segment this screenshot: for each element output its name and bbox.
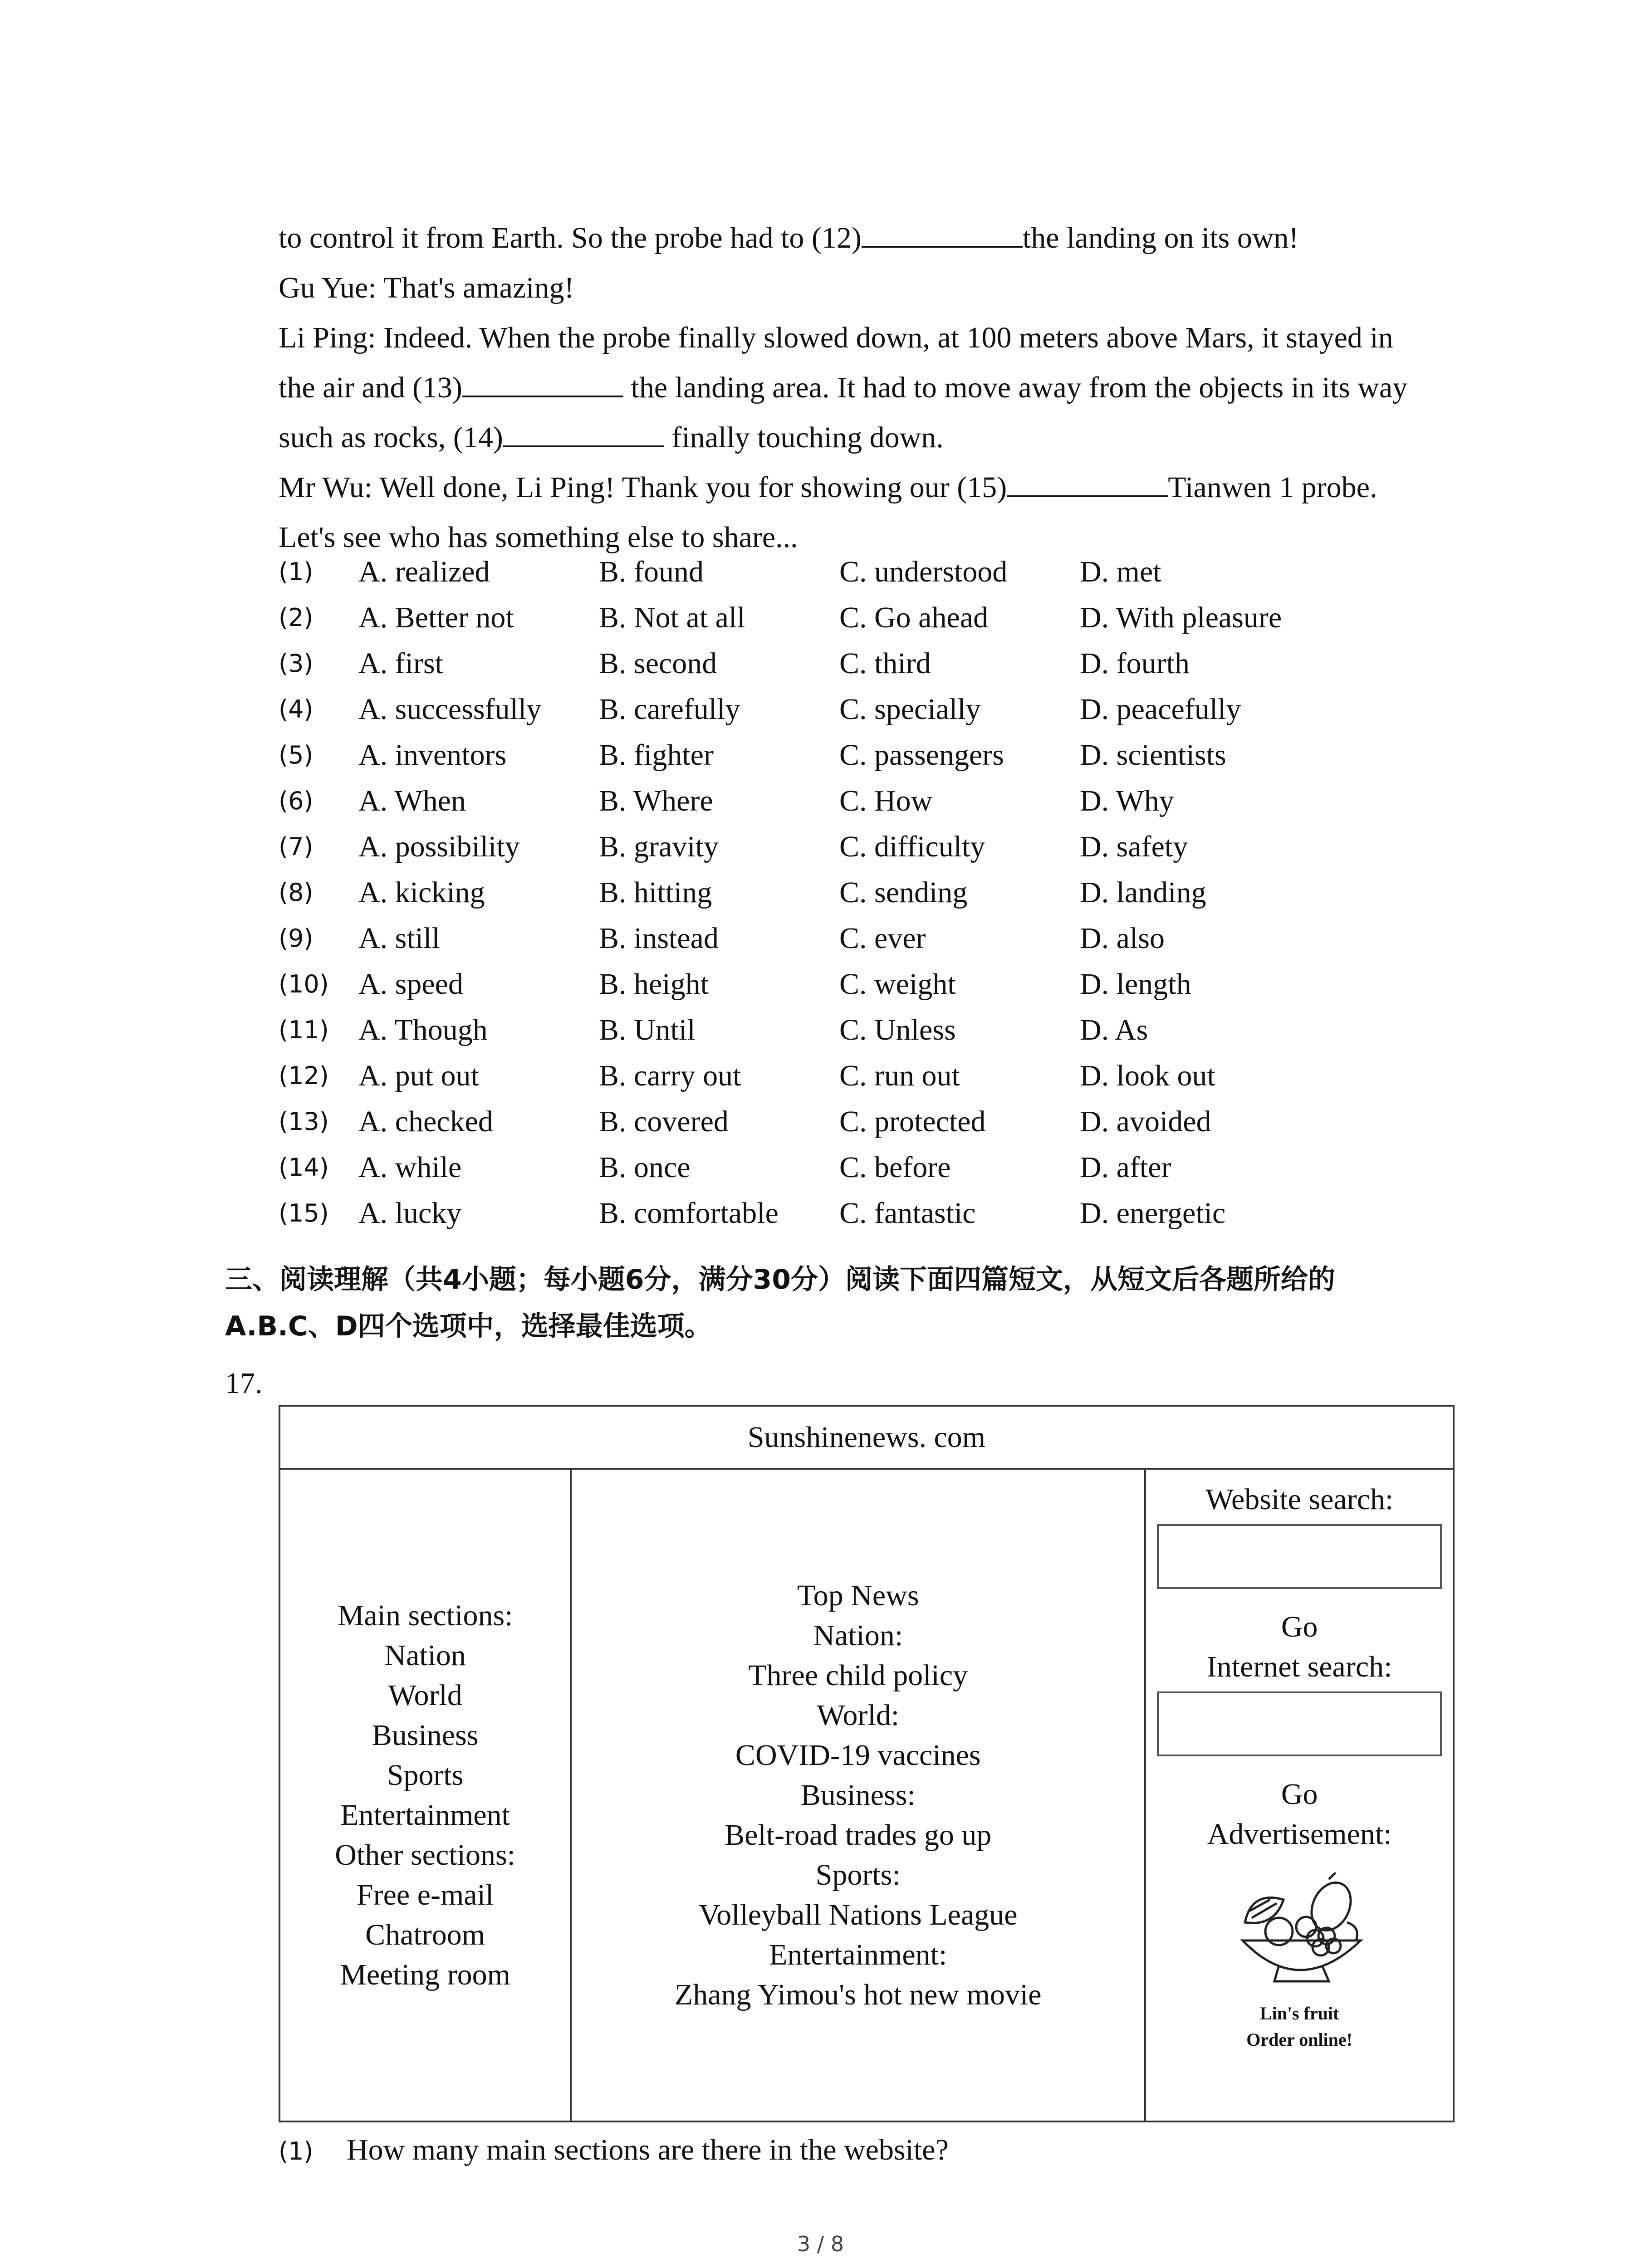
option-b[interactable]: B. Not at all [599, 601, 745, 634]
question-number: (1) [279, 2137, 314, 2165]
option-d[interactable]: D. after [1080, 1151, 1171, 1184]
option-b[interactable]: B. carefully [599, 693, 740, 726]
passage-text: to control it from Earth. So the probe had to (12) [279, 221, 862, 254]
answer-blank-14[interactable] [503, 418, 664, 447]
internet-search-label: Internet search: [1206, 1650, 1392, 1683]
option-b[interactable]: B. carry out [599, 1059, 741, 1092]
news-item: Business: [800, 1778, 916, 1812]
option-a[interactable]: A. first [358, 647, 443, 680]
option-a[interactable]: A. speed [358, 968, 463, 1001]
news-item: World: [817, 1698, 900, 1732]
option-c[interactable]: C. difficulty [839, 830, 985, 863]
answer-blank-12[interactable] [862, 219, 1023, 248]
passage-text: the landing area. It had to move away from the objects in its way [623, 371, 1408, 404]
ad-line-1: Lin's fruit [1259, 2003, 1339, 2024]
passage-text: finally touching down. [664, 421, 944, 454]
news-item: Volleyball Nations League [698, 1898, 1018, 1931]
option-d[interactable]: D. also [1080, 922, 1165, 955]
option-d[interactable]: D. energetic [1080, 1197, 1226, 1230]
option-a[interactable]: A. lucky [358, 1197, 462, 1230]
option-c[interactable]: C. ever [839, 922, 926, 955]
option-b[interactable]: B. once [599, 1151, 691, 1184]
passage-text: the air and (13) [279, 371, 462, 404]
passage-line [279, 213, 1458, 263]
passage-text: Mr Wu: Well done, Li Ping! Thank you for showing our (15) [279, 471, 1007, 504]
option-c[interactable]: C. protected [839, 1105, 986, 1138]
news-item: Entertainment: [769, 1938, 947, 1971]
option-a[interactable]: A. Better not [358, 601, 514, 634]
question-text: How many main sections are there in the website? [347, 2133, 949, 2166]
question-number: (9) [279, 924, 314, 953]
passage-line: Li Ping: Indeed. When the probe finally slowed down, at 100 meters above Mars, it stayed in [279, 321, 1393, 354]
option-c[interactable]: C. How [839, 784, 933, 817]
news-item: Nation: [813, 1618, 903, 1652]
internet-search-input[interactable] [1157, 1691, 1442, 1756]
option-c[interactable]: C. run out [839, 1059, 960, 1092]
option-a[interactable]: A. When [358, 784, 466, 817]
option-d[interactable]: D. peacefully [1080, 693, 1241, 726]
sections-item: Sports [387, 1758, 464, 1792]
option-c[interactable]: C. specially [839, 693, 981, 726]
go-button-internet[interactable]: Go [1281, 1778, 1318, 1811]
sections-item: Other sections: [335, 1838, 515, 1872]
sections-item: World [388, 1678, 462, 1712]
website-title: Sunshinenews. com [279, 1406, 1454, 1469]
question-number-17: 17. [225, 1367, 263, 1400]
question-number: (1) [279, 557, 314, 586]
option-b[interactable]: B. height [599, 968, 709, 1001]
news-item: Belt-road trades go up [725, 1818, 992, 1852]
option-a[interactable]: A. kicking [358, 876, 485, 909]
news-item: Sports: [815, 1858, 901, 1892]
passage-text: Tianwen 1 probe. [1168, 471, 1377, 504]
sections-item: Meeting room [340, 1958, 510, 1991]
passage-line [279, 363, 1458, 413]
sections-column [279, 1469, 571, 2121]
top-news-column [571, 1469, 1145, 2121]
option-b[interactable]: B. Where [599, 784, 713, 817]
section-heading-line: A.B.C、D四个选项中，选择最佳选项。 [225, 1310, 712, 1342]
option-a[interactable]: A. successfully [358, 693, 542, 726]
question-number: (11) [279, 1016, 329, 1044]
sections-item: Entertainment [340, 1798, 510, 1832]
news-item: Top News [797, 1579, 919, 1612]
option-b[interactable]: B. gravity [599, 830, 719, 863]
option-b[interactable]: B. found [599, 555, 704, 588]
question-number: (13) [279, 1107, 329, 1136]
option-d[interactable]: D. Why [1080, 784, 1174, 817]
advertisement-label: Advertisement: [1207, 1818, 1392, 1851]
sections-item: Business [372, 1718, 479, 1752]
question-number: (5) [279, 741, 314, 769]
question-number: (8) [279, 878, 314, 907]
option-c[interactable]: C. Go ahead [839, 601, 989, 634]
sections-item: Chatroom [365, 1918, 485, 1951]
option-c[interactable]: C. before [839, 1151, 951, 1184]
question-number: (15) [279, 1199, 329, 1227]
option-c[interactable]: C. Unless [839, 1013, 956, 1046]
ad-line-2[interactable]: Order online! [1246, 2029, 1352, 2050]
go-button-website[interactable]: Go [1281, 1610, 1318, 1643]
option-b[interactable]: B. covered [599, 1105, 729, 1138]
passage-line: Let's see who has something else to share... [279, 521, 798, 554]
question-number: (6) [279, 787, 314, 815]
answer-blank-13[interactable] [462, 368, 623, 397]
question-number: (2) [279, 603, 314, 632]
option-b[interactable]: B. comfortable [599, 1197, 779, 1230]
question-number: (12) [279, 1061, 329, 1090]
option-d[interactable]: D. safety [1080, 830, 1188, 863]
website-search-label: Website search: [1205, 1483, 1394, 1516]
sections-item: Free e-mail [356, 1878, 494, 1911]
option-a[interactable]: A. put out [358, 1059, 479, 1092]
option-d[interactable]: D. As [1080, 1013, 1148, 1046]
cloze-passage [279, 213, 1458, 562]
passage-line: Gu Yue: That's amazing! [279, 271, 574, 304]
option-d[interactable]: D. met [1080, 555, 1161, 588]
option-d[interactable]: D. look out [1080, 1059, 1215, 1092]
option-a[interactable]: A. possibility [358, 830, 520, 863]
option-d[interactable]: D. scientists [1080, 738, 1226, 772]
fruit-bowl-icon [1225, 1872, 1374, 1990]
question-number: (10) [279, 970, 329, 998]
option-c[interactable]: C. sending [839, 876, 968, 909]
option-d[interactable]: D. avoided [1080, 1105, 1211, 1138]
passage-line [279, 413, 1458, 463]
option-a[interactable]: A. inventors [358, 738, 507, 772]
page-number: 3 / 8 [797, 2232, 844, 2256]
answer-blank-15[interactable] [1007, 468, 1168, 497]
section-heading-line: 三、阅读理解（共4小题；每小题6分，满分30分）阅读下面四篇短文，从短文后各题所给的 [225, 1264, 1335, 1295]
option-b[interactable]: B. second [599, 647, 717, 680]
option-a[interactable]: A. still [358, 922, 440, 955]
website-table [279, 1405, 1455, 2122]
option-d[interactable]: D. length [1080, 968, 1191, 1001]
option-a[interactable]: A. Though [358, 1013, 488, 1046]
passage-line [279, 463, 1458, 513]
option-a[interactable]: A. realized [358, 555, 490, 588]
news-item: COVID-19 vaccines [735, 1738, 981, 1772]
option-b[interactable]: B. hitting [599, 876, 712, 909]
news-item: Zhang Yimou's hot new movie [674, 1978, 1042, 2011]
option-d[interactable]: D. With pleasure [1080, 601, 1282, 634]
option-d[interactable]: D. fourth [1080, 647, 1190, 680]
question-number: (14) [279, 1153, 329, 1182]
option-b[interactable]: B. Until [599, 1013, 696, 1046]
passage-text: such as rocks, (14) [279, 421, 503, 454]
option-a[interactable]: A. while [358, 1151, 462, 1184]
search-column [1145, 1469, 1454, 2121]
question-number: (3) [279, 649, 314, 678]
sections-item: Main sections: [337, 1598, 513, 1632]
option-c[interactable]: C. fantastic [839, 1197, 976, 1230]
option-c[interactable]: C. passengers [839, 738, 1004, 772]
question-number: (7) [279, 832, 314, 861]
question-1 [279, 2127, 949, 2174]
option-c[interactable]: C. third [839, 647, 931, 680]
sections-item: Nation [384, 1638, 466, 1672]
option-d[interactable]: D. landing [1080, 876, 1206, 909]
website-search-input[interactable] [1157, 1524, 1442, 1589]
news-item: Three child policy [748, 1658, 968, 1692]
question-number: (4) [279, 695, 314, 723]
option-b[interactable]: B. fighter [599, 738, 714, 772]
passage-text: the landing on its own! [1022, 221, 1299, 254]
section-heading [225, 1256, 1459, 1350]
option-b[interactable]: B. instead [599, 922, 719, 955]
option-a[interactable]: A. checked [358, 1105, 493, 1138]
option-c[interactable]: C. understood [839, 555, 1008, 588]
option-c[interactable]: C. weight [839, 968, 956, 1001]
